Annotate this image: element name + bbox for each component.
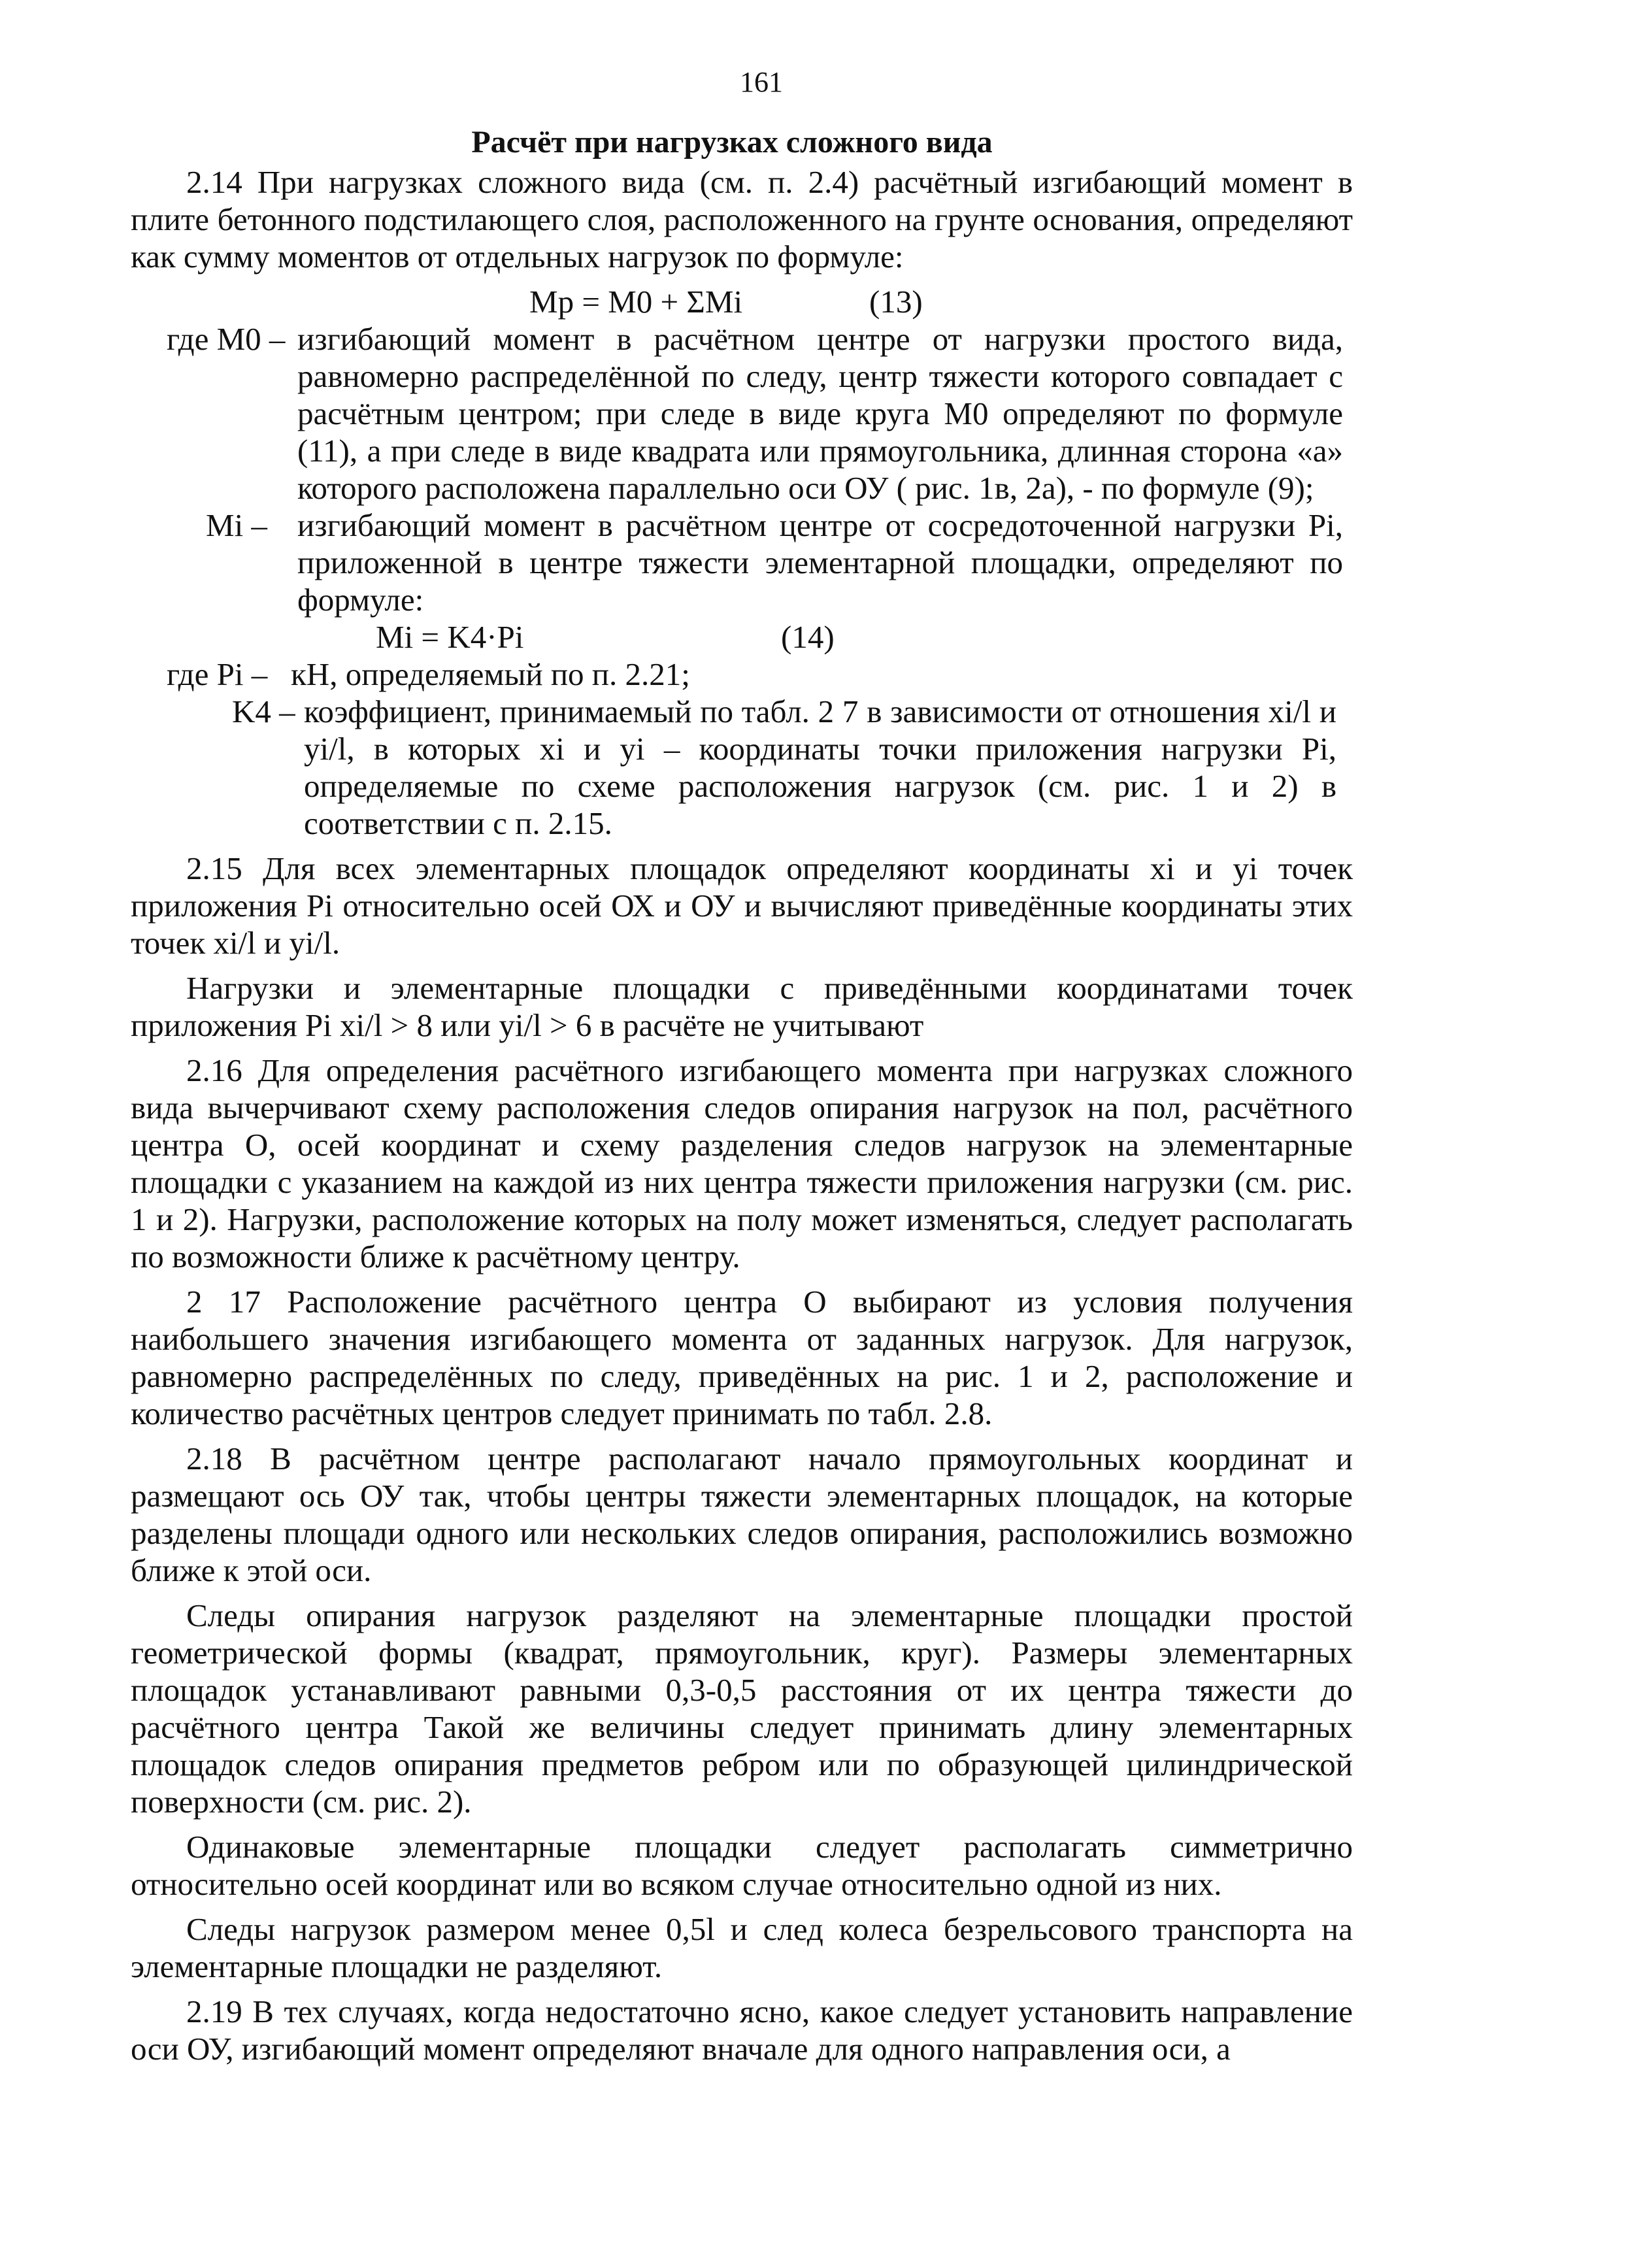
paragraph-small-traces: Следы нагрузок размером менее 0,5l и след колеса безрельсового транспорта на элементарные площадки не разделяют. bbox=[131, 1911, 1353, 1984]
paragraph-2-18: 2.18 В расчётном центре располагают начало прямоугольных координат и размещают ось ОУ так, чтобы центры тяжести элементарных площадок, на которые разделены площади одного или нескольких следов опирания, расположились возможно ближе к этой оси. bbox=[131, 1441, 1353, 1588]
page-number: 161 bbox=[740, 66, 783, 98]
formula-14 bbox=[131, 618, 1353, 656]
formula-14-expression: Mi = K4·Pi bbox=[376, 619, 524, 655]
paragraph-2-16: 2.16 Для определения расчётного изгибающего момента при нагрузках сложного вида вычерчивают схему расположения следов опирания нагрузок на пол, расчётного центра О, осей координат и схему разделения следов нагрузок на элементарные площадки с указанием на каждой из них центра тяжести приложения нагрузки (см. рис. 1 и 2). Нагрузки, расположение которых на полу может изменяться, следует располагать по возможности ближе к расчётному центру. bbox=[131, 1052, 1353, 1275]
paragraph-support-traces: Следы опирания нагрузок разделяют на элементарные площадки простой геометрической формы (квадрат, прямоугольник, круг). Размеры элементарных площадок устанавливают равными 0,3-0,5 расстояния от их центра тяжести до расчётного центра Такой же величины следует принимать длину элементарных площадок следов опирания предметов ребром или по образующей цилиндрической поверхности (см. рис. 2). bbox=[131, 1597, 1353, 1820]
document-body bbox=[131, 163, 1353, 2075]
definition-pi bbox=[131, 656, 1353, 693]
formula-14-number: (14) bbox=[781, 619, 835, 655]
definition-m0-symbol: где M0 – bbox=[167, 321, 286, 357]
definition-mi-symbol: Mi – bbox=[206, 507, 267, 543]
formula-13-number: (13) bbox=[869, 284, 923, 320]
section-title: Расчёт при нагрузках сложного вида bbox=[471, 125, 993, 159]
paragraph-2-19: 2.19 В тех случаях, когда недостаточно ясно, какое следует установить направление оси ОУ, изгибающий момент определяют вначале для одного направления оси, а bbox=[131, 1993, 1353, 2067]
paragraph-2-17: 2 17 Расположение расчётного центра О выбирают из условия получения наибольшего значения изгибающего момента от заданных нагрузок. Для нагрузок, равномерно распределённых по следу, приведённых на рис. 1 и 2, расположение и количество расчётных центров следует принимать по табл. 2.8. bbox=[131, 1284, 1353, 1431]
definition-m0 bbox=[131, 320, 1353, 507]
paragraph-2-14: 2.14 При нагрузках сложного вида (см. п. 2.4) расчётный изгибающий момент в плите бетонного подстилающего слоя, расположенного на грунте основания, определяют как сумму моментов от отдельных нагрузок по формуле: bbox=[131, 164, 1353, 275]
definition-k4-text: коэффициент, принимаемый по табл. 2 7 в зависимости от отношения xi/l и yi/l, в которых xi и yi – координаты точки приложения нагрузки Pi, определяемые по схеме расположения нагрузок (см. рис. 1 и 2) в соответствии с п. 2.15. bbox=[304, 693, 1336, 841]
definition-mi bbox=[131, 507, 1353, 618]
definition-k4 bbox=[131, 693, 1353, 842]
paragraph-ignored-loads: Нагрузки и элементарные площадки с приведёнными координатами точек приложения Pi xi/l > 8 или yi/l > 6 в расчёте не учитывают bbox=[131, 970, 1353, 1043]
definition-m0-text: изгибающий момент в расчётном центре от нагрузки простого вида, равномерно распределённой по следу, центр тяжести которого совпадает с расчётным центром; при следе в виде круга M0 определяют по формуле (11), а при следе в виде квадрата или прямоугольника, длинная сторона «а» которого расположена параллельно оси ОУ ( рис. 1в, 2а), - по формуле (9); bbox=[297, 321, 1343, 506]
definition-k4-symbol: K4 – bbox=[232, 693, 295, 729]
formula-13-expression: Mр = M0 + ΣMi bbox=[529, 284, 743, 320]
paragraph-symmetric-areas: Одинаковые элементарные площадки следует располагать симметрично относительно осей координат или во всяком случае относительно одной из них. bbox=[131, 1829, 1353, 1902]
paragraph-2-15: 2.15 Для всех элементарных площадок определяют координаты xi и yi точек приложения Pi относительно осей ОХ и ОУ и вычисляют приведённые координаты этих точек xi/l и yi/l. bbox=[131, 850, 1353, 961]
definition-pi-text: кН, определяемый по п. 2.21; bbox=[291, 656, 690, 692]
formula-13 bbox=[131, 283, 1353, 320]
definition-pi-symbol: где Pi – bbox=[167, 656, 268, 692]
definition-mi-text: изгибающий момент в расчётном центре от сосредоточенной нагрузки Pi, приложенной в центре тяжести элементарной площадки, определяют по формуле: bbox=[297, 507, 1343, 618]
